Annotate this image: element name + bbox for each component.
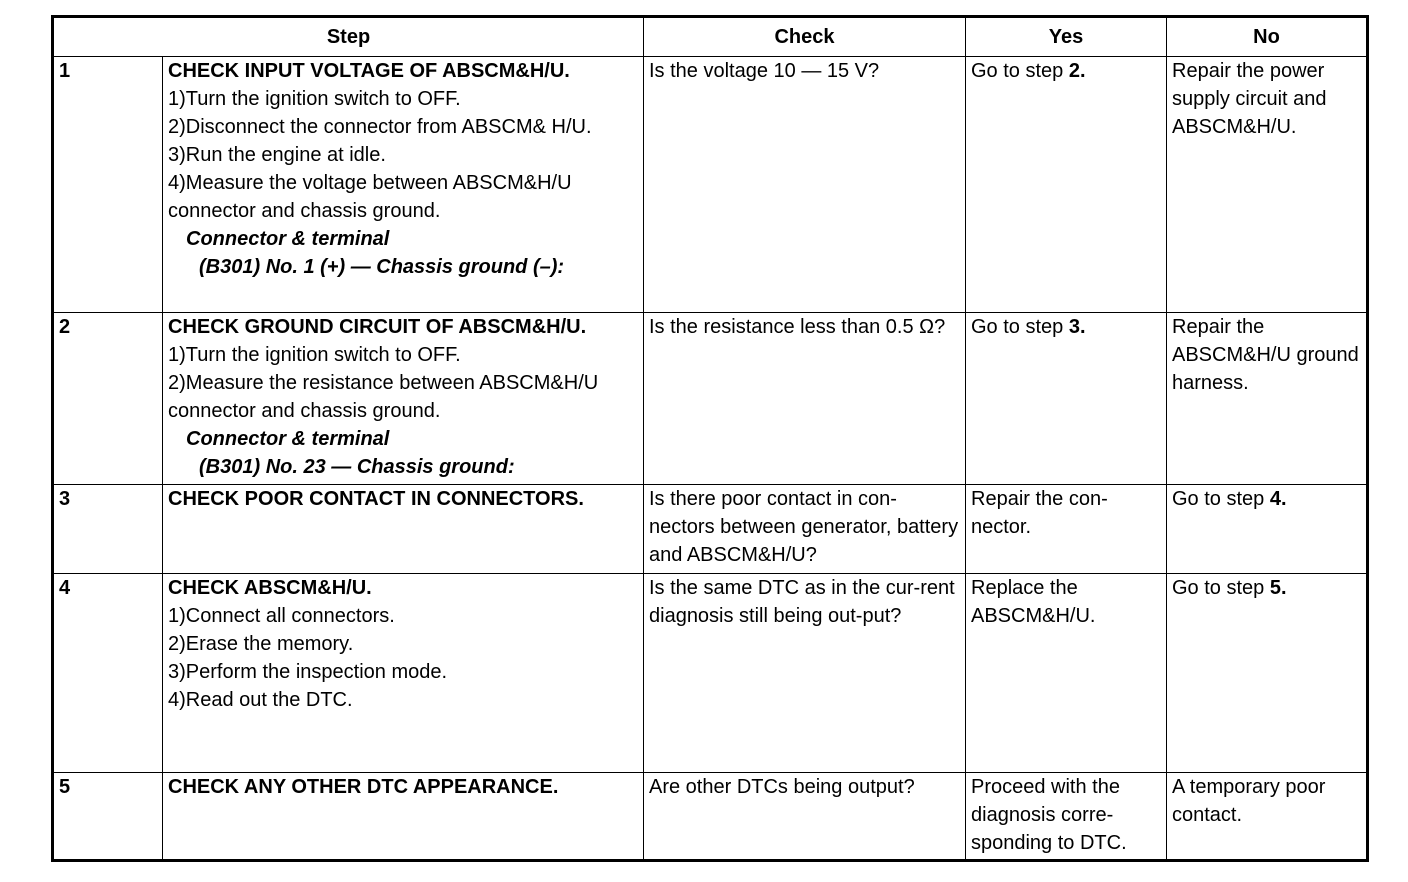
step-description (163, 485, 644, 574)
check-cell: Are other DTCs being output? (644, 773, 966, 861)
no-step-ref: 4. (1269, 488, 1287, 510)
header-yes: Yes (966, 17, 1167, 57)
yes-text: Go to step (971, 60, 1064, 82)
check-cell: Is the voltage 10 — 15 V? (644, 57, 966, 313)
yes-text: Go to step (971, 316, 1064, 338)
step-number: 5 (53, 773, 163, 861)
table-row (53, 57, 1368, 313)
no-text: Repair the ABSCM&H/U ground harness. (1172, 316, 1359, 394)
diagnosis-table (51, 15, 1369, 862)
step-instruction: 1)Turn the ignition switch to OFF. (168, 88, 461, 110)
no-step-ref: 5. (1269, 577, 1287, 599)
no-text: Go to step (1172, 488, 1265, 510)
check-cell: Is there poor contact in con-nectors between generator, battery and ABSCM&H/U? (644, 485, 966, 574)
step-instruction: 3)Perform the inspection mode. (168, 661, 448, 683)
yes-step-ref: 3. (1068, 316, 1086, 338)
table-row (53, 485, 1368, 574)
table-row (53, 574, 1368, 773)
step-instruction: 2)Erase the memory. (168, 633, 354, 655)
step-number: 4 (53, 574, 163, 773)
header-check: Check (644, 17, 966, 57)
connector-terminal: (B301) No. 23 — Chassis ground: (199, 456, 515, 478)
step-instruction: 1)Connect all connectors. (168, 605, 395, 627)
step-title: CHECK ABSCM&H/U. (168, 577, 372, 599)
step-title: CHECK INPUT VOLTAGE OF ABSCM&H/U. (168, 60, 570, 82)
yes-cell (966, 57, 1167, 313)
step-instruction: 2)Disconnect the connector from ABSCM& H/U. (168, 116, 592, 138)
yes-cell (966, 313, 1167, 485)
step-description (163, 57, 644, 313)
table-row (53, 773, 1368, 861)
step-instruction: 4)Measure the voltage between ABSCM&H/U connector and chassis ground. (168, 172, 572, 222)
table-row (53, 313, 1368, 485)
no-text: Repair the power supply circuit and ABSCM&H/U. (1172, 60, 1327, 138)
check-cell: Is the resistance less than 0.5 Ω? (644, 313, 966, 485)
step-description (163, 574, 644, 773)
yes-step-ref: 2. (1068, 60, 1086, 82)
header-row (53, 17, 1368, 57)
yes-text: Replace the ABSCM&H/U. (971, 577, 1096, 627)
no-text: A temporary poor contact. (1172, 776, 1326, 826)
step-number: 3 (53, 485, 163, 574)
no-cell (1167, 574, 1368, 773)
step-description (163, 313, 644, 485)
no-cell (1167, 57, 1368, 313)
no-cell (1167, 485, 1368, 574)
step-number: 2 (53, 313, 163, 485)
yes-cell (966, 574, 1167, 773)
connector-label: Connector & terminal (186, 228, 390, 250)
step-title: CHECK GROUND CIRCUIT OF ABSCM&H/U. (168, 316, 587, 338)
no-text: Go to step (1172, 577, 1265, 599)
connector-terminal: (B301) No. 1 (+) — Chassis ground (–): (199, 256, 565, 278)
yes-text: Repair the con-nector. (971, 488, 1108, 538)
step-description (163, 773, 644, 861)
step-number: 1 (53, 57, 163, 313)
step-instruction: 2)Measure the resistance between ABSCM&H/U connector and chassis ground. (168, 372, 599, 422)
no-cell (1167, 773, 1368, 861)
step-instruction: 4)Read out the DTC. (168, 689, 353, 711)
header-step: Step (53, 17, 644, 57)
connector-label: Connector & terminal (186, 428, 390, 450)
no-cell (1167, 313, 1368, 485)
yes-cell (966, 773, 1167, 861)
step-instruction: 1)Turn the ignition switch to OFF. (168, 344, 461, 366)
step-title: CHECK ANY OTHER DTC APPEARANCE. (168, 776, 559, 798)
yes-text: Proceed with the diagnosis corre-sponding to DTC. (971, 776, 1127, 854)
check-cell: Is the same DTC as in the cur-rent diagnosis still being out-put? (644, 574, 966, 773)
step-title: CHECK POOR CONTACT IN CONNECTORS. (168, 488, 584, 510)
yes-cell (966, 485, 1167, 574)
header-no: No (1167, 17, 1368, 57)
step-instruction: 3)Run the engine at idle. (168, 144, 386, 166)
